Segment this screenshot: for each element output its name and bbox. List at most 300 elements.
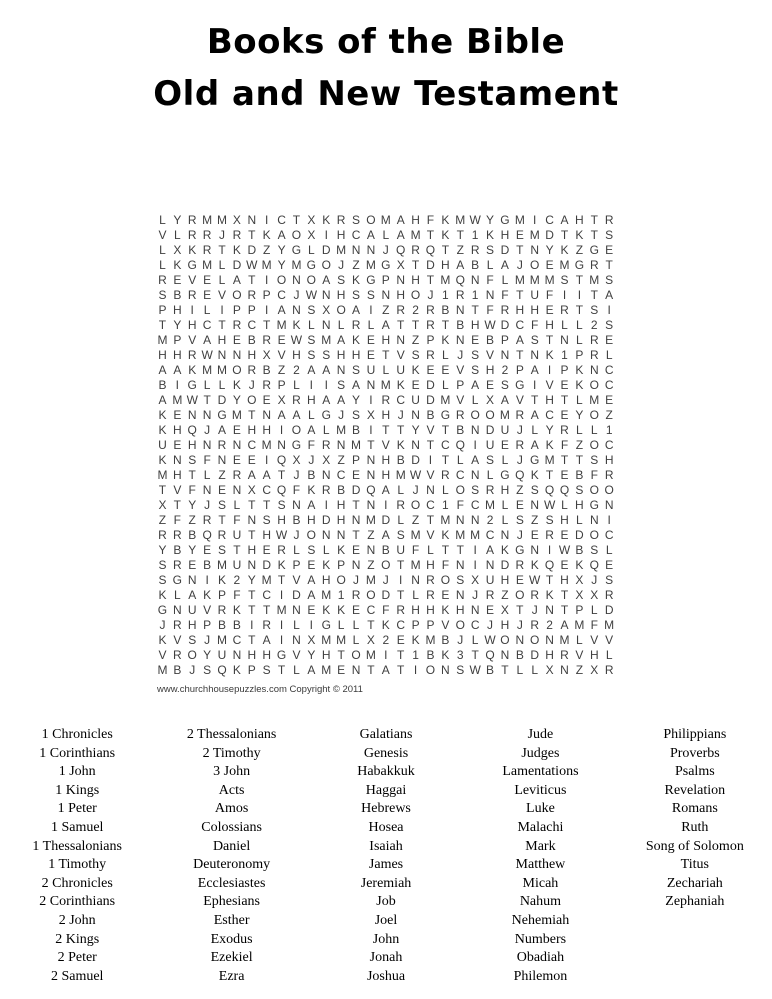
grid-letter: N bbox=[396, 273, 406, 287]
grid-letter: X bbox=[366, 633, 375, 647]
grid-letter: G bbox=[187, 378, 197, 392]
grid-letter: C bbox=[366, 603, 376, 617]
word-list-item: Ephesians bbox=[203, 894, 260, 910]
grid-letter: E bbox=[232, 423, 241, 437]
grid-letter: R bbox=[202, 513, 212, 527]
grid-letter: X bbox=[277, 393, 286, 407]
grid-letter: C bbox=[426, 498, 435, 512]
grid-letter: R bbox=[485, 588, 495, 602]
grid-letter: O bbox=[321, 258, 331, 272]
grid-letter: Z bbox=[501, 588, 509, 602]
grid-letter: C bbox=[396, 393, 406, 407]
grid-letter: K bbox=[411, 633, 420, 647]
grid-letter: R bbox=[336, 213, 346, 227]
grid-letter: S bbox=[605, 573, 614, 587]
grid-letter: G bbox=[321, 618, 331, 632]
grid-letter: Y bbox=[247, 573, 256, 587]
grid-letter: S bbox=[605, 228, 614, 242]
grid-letter: G bbox=[217, 408, 227, 422]
grid-letter: N bbox=[351, 243, 361, 257]
word-list-item: Song of Solomon bbox=[645, 838, 744, 854]
grid-letter: Q bbox=[276, 483, 287, 497]
grid-letter: V bbox=[158, 648, 167, 662]
word-list-item: Jonah bbox=[369, 950, 403, 966]
grid-letter: J bbox=[487, 618, 494, 632]
grid-letter: T bbox=[382, 423, 390, 437]
grid-letter: D bbox=[232, 258, 242, 272]
grid-letter: Z bbox=[337, 453, 345, 467]
grid-letter: Z bbox=[575, 663, 584, 677]
grid-letter: N bbox=[292, 303, 301, 317]
grid-row bbox=[155, 303, 617, 318]
grid-letter: X bbox=[173, 243, 182, 257]
word-list-item: Genesis bbox=[363, 745, 409, 761]
grid-letter: R bbox=[485, 483, 495, 497]
grid-letter: A bbox=[560, 618, 569, 632]
grid-letter: C bbox=[470, 498, 480, 512]
grid-letter: B bbox=[471, 258, 480, 272]
word-search-grid bbox=[155, 213, 617, 678]
grid-letter: T bbox=[426, 228, 435, 242]
grid-letter: S bbox=[352, 363, 361, 377]
grid-row bbox=[155, 348, 617, 363]
grid-letter: M bbox=[410, 558, 421, 572]
grid-letter: M bbox=[544, 453, 555, 467]
grid-letter: M bbox=[514, 273, 525, 287]
word-list-item: 2 Thessalonians bbox=[186, 727, 277, 742]
grid-letter: H bbox=[500, 228, 510, 242]
grid-letter: R bbox=[173, 648, 182, 662]
grid-letter: X bbox=[322, 303, 331, 317]
grid-letter: T bbox=[397, 648, 405, 662]
grid-letter: L bbox=[308, 318, 315, 332]
grid-letter: 1 bbox=[412, 648, 419, 662]
grid-letter: N bbox=[530, 498, 540, 512]
word-list-item: Acts bbox=[218, 782, 245, 798]
grid-letter: U bbox=[187, 603, 197, 617]
grid-letter: M bbox=[336, 243, 347, 257]
grid-letter: T bbox=[367, 663, 375, 677]
grid-letter: W bbox=[201, 348, 213, 362]
grid-letter: A bbox=[307, 363, 316, 377]
grid-letter: N bbox=[411, 408, 420, 422]
grid-letter: L bbox=[531, 423, 539, 437]
grid-letter: T bbox=[560, 393, 569, 407]
grid-letter: L bbox=[322, 543, 330, 557]
grid-letter: O bbox=[291, 228, 302, 242]
grid-letter: K bbox=[352, 273, 361, 287]
grid-letter: N bbox=[187, 573, 197, 587]
grid-letter: J bbox=[204, 633, 211, 647]
word-list-item: Nahum bbox=[519, 894, 562, 910]
grid-letter: B bbox=[203, 558, 212, 572]
grid-letter: N bbox=[366, 378, 376, 392]
grid-letter: T bbox=[516, 288, 524, 302]
grid-row bbox=[155, 543, 617, 558]
grid-letter: S bbox=[307, 348, 316, 362]
grid-letter: K bbox=[441, 603, 450, 617]
grid-letter: R bbox=[232, 468, 242, 482]
grid-letter: A bbox=[307, 573, 316, 587]
grid-letter: S bbox=[337, 378, 346, 392]
grid-letter: H bbox=[575, 498, 584, 512]
grid-letter: 1 bbox=[561, 348, 568, 362]
word-list-item: Mark bbox=[525, 838, 556, 854]
grid-letter: 1 bbox=[471, 288, 479, 302]
grid-letter: I bbox=[324, 228, 328, 242]
grid-letter: A bbox=[337, 393, 346, 407]
grid-letter: L bbox=[367, 318, 375, 332]
grid-letter: M bbox=[276, 318, 287, 332]
page-title bbox=[0, 16, 772, 120]
grid-letter: V bbox=[396, 348, 405, 362]
grid-letter: N bbox=[366, 543, 376, 557]
grid-letter: E bbox=[173, 273, 182, 287]
grid-letter: E bbox=[560, 408, 569, 422]
grid-letter: N bbox=[560, 663, 569, 677]
grid-letter: N bbox=[321, 288, 331, 302]
grid-letter: Y bbox=[232, 393, 241, 407]
grid-letter: M bbox=[321, 663, 332, 677]
grid-letter: L bbox=[159, 243, 166, 257]
grid-row bbox=[155, 558, 617, 573]
grid-letter: N bbox=[470, 468, 480, 482]
grid-letter: T bbox=[367, 438, 375, 452]
grid-letter: X bbox=[590, 588, 599, 602]
grid-letter: Z bbox=[352, 258, 360, 272]
grid-letter: A bbox=[381, 528, 390, 542]
grid-letter: L bbox=[561, 498, 568, 512]
grid-letter: C bbox=[515, 318, 525, 332]
grid-letter: A bbox=[486, 543, 495, 557]
grid-letter: M bbox=[529, 273, 540, 287]
grid-letter: V bbox=[426, 528, 435, 542]
grid-letter: M bbox=[157, 468, 168, 482]
grid-letter: 1 bbox=[442, 288, 449, 302]
grid-row bbox=[155, 393, 617, 408]
grid-row bbox=[155, 288, 617, 303]
grid-letter: N bbox=[217, 453, 227, 467]
grid-letter: G bbox=[515, 543, 525, 557]
grid-letter: K bbox=[322, 213, 331, 227]
grid-row bbox=[155, 513, 617, 528]
grid-letter: N bbox=[545, 633, 554, 647]
grid-letter: W bbox=[305, 288, 318, 302]
grid-letter: C bbox=[485, 528, 495, 542]
grid-row bbox=[155, 648, 617, 663]
grid-letter: P bbox=[203, 618, 212, 632]
grid-letter: R bbox=[589, 333, 599, 347]
grid-letter: L bbox=[486, 258, 494, 272]
grid-letter: K bbox=[322, 603, 331, 617]
grid-letter: Y bbox=[188, 498, 197, 512]
grid-letter: E bbox=[486, 603, 495, 617]
grid-letter: F bbox=[173, 513, 181, 527]
grid-letter: L bbox=[531, 663, 539, 677]
grid-letter: P bbox=[426, 618, 435, 632]
grid-letter: W bbox=[186, 393, 198, 407]
grid-letter: R bbox=[455, 408, 465, 422]
grid-letter: U bbox=[530, 288, 540, 302]
grid-letter: A bbox=[471, 453, 480, 467]
grid-letter: D bbox=[500, 318, 510, 332]
grid-letter: D bbox=[485, 423, 495, 437]
grid-letter: K bbox=[158, 633, 167, 647]
grid-letter: R bbox=[426, 573, 435, 587]
grid-letter: G bbox=[291, 438, 302, 452]
grid-letter: K bbox=[545, 348, 554, 362]
grid-letter: I bbox=[384, 648, 388, 662]
grid-letter: Z bbox=[382, 303, 390, 317]
grid-letter: R bbox=[604, 588, 614, 602]
grid-letter: O bbox=[455, 483, 465, 497]
grid-letter: X bbox=[590, 663, 599, 677]
grid-letter: R bbox=[173, 618, 182, 632]
grid-letter: 2 bbox=[293, 363, 300, 377]
grid-letter: A bbox=[307, 588, 316, 602]
grid-letter: E bbox=[560, 378, 569, 392]
grid-letter: E bbox=[411, 378, 420, 392]
grid-letter: R bbox=[173, 528, 182, 542]
grid-letter: T bbox=[292, 213, 301, 227]
word-list-item: Philemon bbox=[513, 968, 568, 984]
grid-letter: T bbox=[516, 243, 524, 257]
grid-letter: K bbox=[441, 213, 450, 227]
grid-letter: H bbox=[381, 333, 391, 347]
grid-letter: D bbox=[426, 258, 435, 272]
grid-letter: M bbox=[455, 213, 466, 227]
grid-letter: B bbox=[456, 318, 465, 332]
grid-letter: I bbox=[562, 288, 567, 302]
grid-letter: S bbox=[337, 273, 346, 287]
grid-letter: S bbox=[500, 378, 509, 392]
grid-letter: A bbox=[352, 378, 361, 392]
grid-letter: Y bbox=[277, 243, 286, 257]
grid-letter: R bbox=[217, 528, 227, 542]
grid-letter: A bbox=[530, 438, 539, 452]
grid-letter: E bbox=[262, 543, 271, 557]
grid-letter: L bbox=[233, 498, 241, 512]
grid-letter: H bbox=[173, 468, 182, 482]
page-title-line1: Books of the Bible bbox=[206, 22, 566, 62]
grid-letter: Q bbox=[396, 243, 406, 257]
grid-letter: K bbox=[232, 243, 241, 257]
grid-letter: T bbox=[531, 393, 539, 407]
grid-row bbox=[155, 213, 617, 228]
grid-letter: F bbox=[233, 588, 241, 602]
grid-letter: L bbox=[382, 228, 390, 242]
grid-letter: H bbox=[396, 288, 406, 302]
grid-letter: E bbox=[352, 468, 361, 482]
grid-letter: N bbox=[455, 588, 465, 602]
word-list-item: Philippians bbox=[663, 727, 727, 742]
grid-letter: V bbox=[426, 423, 435, 437]
grid-letter: K bbox=[575, 378, 584, 392]
grid-letter: E bbox=[277, 333, 286, 347]
grid-letter: Y bbox=[203, 648, 212, 662]
grid-letter: W bbox=[484, 633, 496, 647]
grid-letter: T bbox=[575, 453, 584, 467]
grid-letter: C bbox=[604, 363, 614, 377]
grid-letter: H bbox=[411, 273, 420, 287]
grid-letter: F bbox=[292, 483, 301, 497]
grid-letter: G bbox=[321, 408, 331, 422]
grid-letter: N bbox=[366, 243, 376, 257]
grid-letter: I bbox=[250, 618, 254, 632]
grid-letter: A bbox=[530, 363, 539, 377]
grid-letter: T bbox=[397, 318, 405, 332]
grid-letter: N bbox=[560, 333, 569, 347]
grid-letter: X bbox=[292, 453, 301, 467]
grid-letter: C bbox=[604, 378, 614, 392]
grid-letter: O bbox=[589, 438, 599, 452]
grid-letter: O bbox=[440, 573, 451, 587]
grid-letter: C bbox=[441, 438, 450, 452]
grid-letter: O bbox=[306, 528, 317, 542]
grid-letter: K bbox=[218, 573, 227, 587]
grid-letter: T bbox=[545, 333, 554, 347]
page-title-line2: Old and New Testament bbox=[153, 74, 619, 114]
grid-letter: 1 bbox=[337, 588, 345, 602]
grid-letter: R bbox=[530, 588, 540, 602]
grid-letter: J bbox=[412, 483, 419, 497]
grid-letter: A bbox=[307, 423, 316, 437]
grid-letter: M bbox=[455, 528, 466, 542]
grid-letter: S bbox=[218, 498, 227, 512]
grid-letter: J bbox=[308, 453, 315, 467]
grid-letter: D bbox=[426, 378, 435, 392]
grid-letter: E bbox=[188, 558, 197, 572]
grid-letter: M bbox=[261, 438, 272, 452]
grid-letter: P bbox=[575, 348, 584, 362]
grid-letter: S bbox=[188, 633, 197, 647]
grid-letter: T bbox=[545, 573, 554, 587]
word-list-item: 1 Samuel bbox=[50, 819, 104, 835]
grid-letter: E bbox=[560, 468, 569, 482]
grid-letter: R bbox=[247, 363, 257, 377]
grid-letter: M bbox=[217, 633, 227, 647]
grid-letter: G bbox=[381, 258, 391, 272]
grid-letter: N bbox=[247, 213, 257, 227]
grid-letter: R bbox=[515, 558, 525, 572]
grid-letter: A bbox=[322, 273, 331, 287]
grid-letter: L bbox=[218, 273, 226, 287]
grid-letter: S bbox=[277, 498, 286, 512]
grid-letter: H bbox=[187, 618, 197, 632]
grid-letter: T bbox=[263, 498, 271, 512]
grid-letter: N bbox=[321, 318, 331, 332]
grid-letter: D bbox=[247, 243, 257, 257]
grid-letter: Z bbox=[218, 468, 226, 482]
grid-row bbox=[155, 438, 617, 453]
grid-letter: O bbox=[410, 498, 421, 512]
grid-letter: T bbox=[367, 618, 375, 632]
grid-letter: E bbox=[471, 333, 480, 347]
grid-letter: X bbox=[575, 573, 584, 587]
grid-letter: B bbox=[381, 543, 390, 557]
grid-letter: H bbox=[336, 498, 346, 512]
grid-letter: A bbox=[218, 423, 227, 437]
grid-letter: K bbox=[530, 468, 539, 482]
grid-letter: X bbox=[232, 213, 241, 227]
word-list-item: Matthew bbox=[515, 857, 566, 873]
grid-letter: S bbox=[322, 348, 331, 362]
grid-letter: A bbox=[396, 228, 405, 242]
grid-letter: N bbox=[530, 243, 540, 257]
grid-letter: M bbox=[529, 228, 540, 242]
grid-letter: M bbox=[395, 468, 406, 482]
grid-letter: Q bbox=[455, 273, 465, 287]
grid-letter: S bbox=[575, 483, 584, 497]
grid-letter: H bbox=[321, 573, 331, 587]
grid-letter: A bbox=[515, 333, 524, 347]
grid-letter: T bbox=[575, 273, 584, 287]
grid-letter: R bbox=[560, 303, 569, 317]
grid-row bbox=[155, 468, 617, 483]
grid-letter: M bbox=[276, 603, 287, 617]
grid-letter: Z bbox=[158, 513, 167, 527]
grid-letter: N bbox=[351, 558, 361, 572]
grid-letter: F bbox=[411, 543, 420, 557]
grid-letter: A bbox=[530, 408, 539, 422]
grid-letter: H bbox=[411, 213, 420, 227]
grid-letter: T bbox=[605, 258, 613, 272]
grid-letter: B bbox=[292, 513, 301, 527]
grid-letter: L bbox=[173, 588, 181, 602]
grid-letter: Q bbox=[187, 423, 197, 437]
grid-letter: H bbox=[247, 648, 257, 662]
grid-letter: R bbox=[292, 393, 301, 407]
grid-letter: Q bbox=[425, 243, 436, 257]
grid-letter: N bbox=[336, 363, 346, 377]
grid-letter: X bbox=[158, 498, 167, 512]
grid-row bbox=[155, 378, 617, 393]
grid-letter: J bbox=[591, 573, 598, 587]
word-list-column bbox=[0, 726, 154, 986]
grid-letter: E bbox=[307, 603, 316, 617]
grid-letter: D bbox=[500, 558, 510, 572]
word-list-item: Psalms bbox=[674, 764, 715, 780]
grid-letter: Y bbox=[545, 243, 554, 257]
grid-letter: R bbox=[351, 588, 361, 602]
grid-letter: B bbox=[337, 483, 346, 497]
grid-letter: R bbox=[515, 408, 525, 422]
grid-letter: O bbox=[530, 258, 540, 272]
grid-letter: 2 bbox=[486, 513, 494, 527]
grid-letter: R bbox=[187, 348, 197, 362]
word-list-column bbox=[463, 726, 617, 986]
grid-letter: M bbox=[440, 513, 451, 527]
word-list-item: 2 Samuel bbox=[50, 968, 104, 984]
grid-letter: E bbox=[396, 633, 405, 647]
grid-letter: S bbox=[486, 453, 495, 467]
grid-letter: W bbox=[409, 468, 422, 482]
grid-letter: H bbox=[545, 648, 554, 662]
grid-letter: C bbox=[396, 618, 406, 632]
grid-letter: L bbox=[576, 513, 583, 527]
grid-letter: R bbox=[351, 318, 361, 332]
grid-letter: T bbox=[248, 528, 256, 542]
grid-letter: O bbox=[589, 378, 599, 392]
grid-letter: J bbox=[219, 228, 225, 242]
word-list-item: 2 Kings bbox=[55, 931, 100, 947]
grid-letter: B bbox=[396, 453, 405, 467]
grid-letter: O bbox=[232, 363, 242, 377]
grid-letter: S bbox=[158, 573, 167, 587]
grid-letter: N bbox=[470, 273, 480, 287]
grid-letter: N bbox=[202, 408, 212, 422]
grid-letter: B bbox=[426, 648, 435, 662]
